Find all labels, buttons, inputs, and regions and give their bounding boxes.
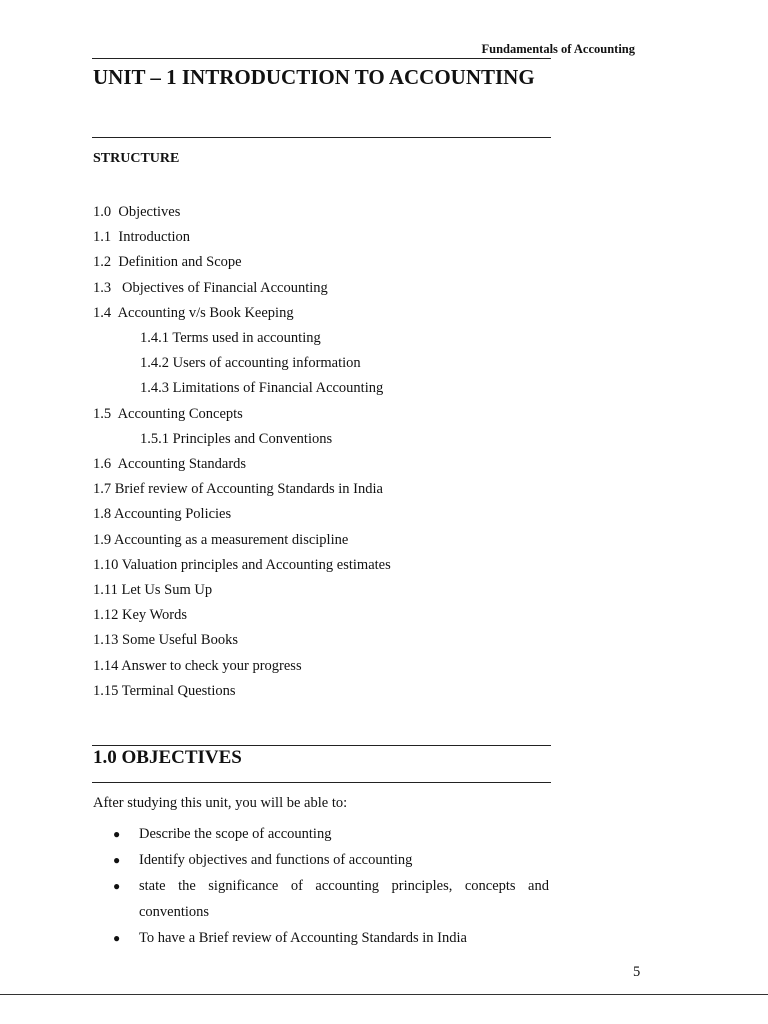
structure-item: 1.4.3 Limitations of Financial Accounting [140, 380, 384, 397]
objectives-heading: 1.0 OBJECTIVES [93, 747, 242, 768]
structure-item: 1.5.1 Principles and Conventions [140, 430, 333, 447]
structure-item: 1.12 Key Words [93, 607, 188, 624]
structure-item: 1.3 Objectives of Financial Accounting [93, 279, 328, 296]
structure-item: 1.4.2 Users of accounting information [140, 355, 361, 372]
structure-item: 1.8 Accounting Policies [93, 506, 232, 523]
objective-bullet [113, 873, 549, 925]
objective-bullet-text: Describe the scope of accounting [139, 826, 332, 842]
objective-bullet-text: state the significance of accounting principles, concepts and conventions [139, 878, 549, 920]
objective-bullet [113, 847, 549, 873]
objective-bullet-text: Identify objectives and functions of accounting [139, 852, 413, 868]
structure-item: 1.2 Definition and Scope [93, 254, 242, 271]
running-header-title: Fundamentals of Accounting [481, 42, 635, 56]
objectives-intro: After studying this unit, you will be able to: [93, 795, 348, 811]
structure-item: 1.7 Brief review of Accounting Standards in India [93, 481, 383, 498]
structure-item: 1.13 Some Useful Books [93, 632, 238, 649]
structure-item: 1.9 Accounting as a measurement discipline [93, 531, 349, 548]
title-rule [92, 137, 551, 138]
bullet-dot-icon: ● [113, 827, 121, 841]
unit-title: UNIT – 1 INTRODUCTION TO ACCOUNTING [93, 65, 535, 89]
objective-bullet [113, 821, 549, 847]
structure-item: 1.4.1 Terms used in accounting [140, 330, 321, 346]
structure-item: 1.15 Terminal Questions [93, 682, 236, 699]
section-bottom-rule [92, 782, 551, 783]
structure-item: 1.0 Objectives [93, 204, 181, 220]
bullet-dot-icon: ● [113, 879, 121, 893]
objective-bullet-text: To have a Brief review of Accounting Standards in India [139, 930, 467, 946]
page-number: 5 [633, 964, 641, 980]
section-top-rule [92, 745, 551, 746]
structure-item: 1.6 Accounting Standards [93, 456, 247, 472]
bullet-dot-icon: ● [113, 853, 121, 867]
structure-heading: STRUCTURE [93, 151, 180, 166]
structure-item: 1.11 Let Us Sum Up [93, 582, 213, 598]
footer-rule [0, 994, 768, 995]
structure-item: 1.1 Introduction [93, 229, 191, 246]
structure-item: 1.4 Accounting v/s Book Keeping [93, 304, 294, 321]
structure-item: 1.10 Valuation principles and Accounting estimates [93, 556, 391, 573]
objective-bullet [113, 925, 549, 951]
structure-item: 1.14 Answer to check your progress [93, 657, 302, 674]
structure-item: 1.5 Accounting Concepts [93, 405, 243, 422]
bullet-dot-icon: ● [113, 931, 121, 945]
